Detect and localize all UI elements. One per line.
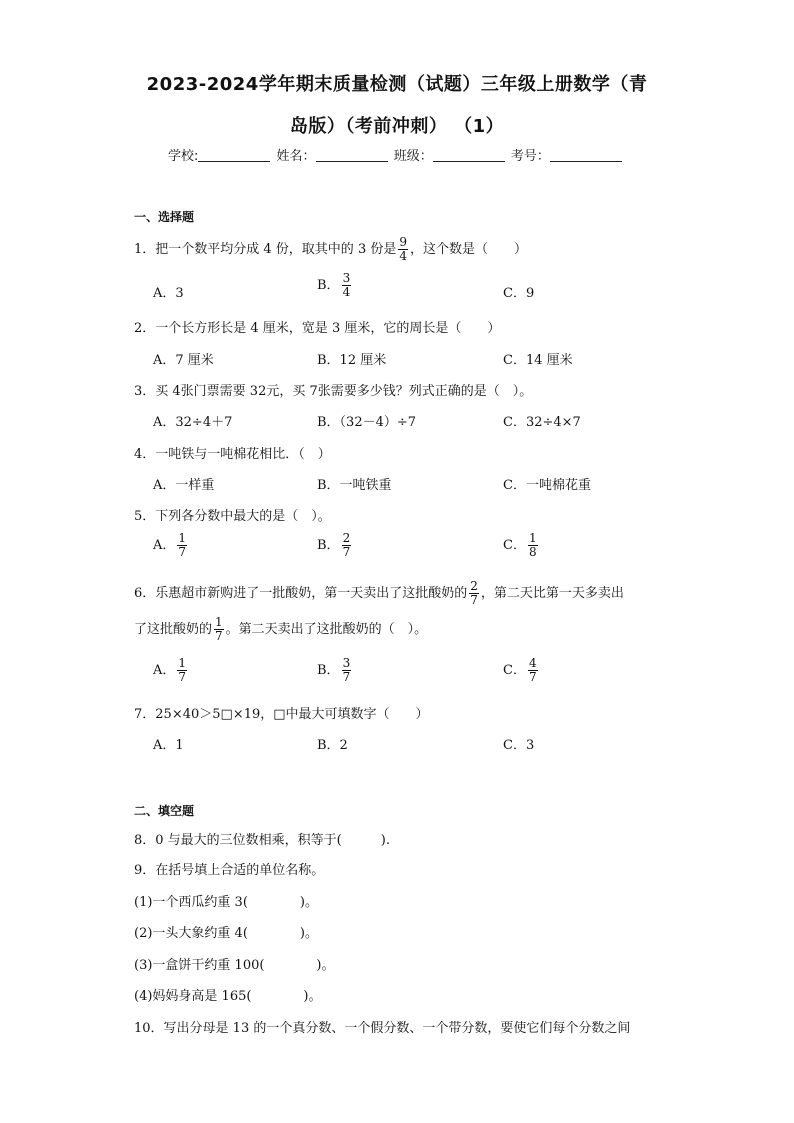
question-9-3: (3)一盒饼干约重 100( )。 (134, 958, 335, 973)
question-2: 2．一个长方形长是 4 厘米，宽是 3 厘米，它的周长是（ ） (134, 321, 501, 336)
student-info (168, 145, 624, 164)
q2-option-a[interactable]: A．7 厘米 (153, 353, 214, 368)
q6-option-c[interactable]: C． $\frac{4}{7}$ (503, 656, 537, 685)
class-blank[interactable] (433, 149, 505, 162)
page-title-line2: 岛版）（考前冲刺） （1） (289, 116, 505, 137)
exam-no-blank[interactable] (550, 149, 622, 162)
question-4: 4．一吨铁与一吨棉花相比．（ ） (134, 447, 331, 462)
q3-option-c[interactable]: C．32÷4×7 (503, 415, 581, 430)
name-label: 姓名： (276, 149, 316, 164)
question-8: 8．0 与最大的三位数相乘，积等于( ). (134, 833, 390, 848)
q1-option-c[interactable]: C．9 (503, 286, 535, 301)
school-blank[interactable] (198, 149, 270, 162)
exam-no-label: 考号： (510, 149, 550, 164)
q3-option-b[interactable]: B．（32－4）÷7 (317, 415, 417, 430)
q6-option-a[interactable]: A． $\frac{1}{7}$ (153, 656, 187, 685)
q1-text-a: 1．把一个数平均分成 4 份，取其中的 3 份是 (134, 242, 397, 258)
question-7: 7．25×40＞5□×19，□中最大可填数字（ ） (134, 707, 429, 722)
question-1 (134, 236, 527, 263)
question-10: 10．写出分母是 13 的一个真分数、一个假分数、一个带分数，要使它们每个分数之间 (134, 1021, 631, 1036)
q5-option-c[interactable]: C． $\frac{1}{8}$ (503, 531, 537, 560)
q3-option-a[interactable]: A．32÷4＋7 (153, 415, 233, 430)
section-heading-fill: 二、填空题 (134, 804, 195, 818)
question-9: 9．在括号填上合适的单位名称。 (134, 863, 325, 878)
q1-option-b[interactable]: B． $\frac{3}{4}$ (317, 271, 351, 300)
question-6-line1: 6．乐惠超市新购进了一批酸奶，第一天卖出了这批酸奶的 $\frac{2}{7}$ ，第二天比第一天多卖出 (134, 579, 624, 608)
q5-option-b[interactable]: B． $\frac{2}{7}$ (317, 531, 351, 560)
q6-option-b[interactable]: B． $\frac{3}{7}$ (317, 656, 351, 685)
q7-option-c[interactable]: C．3 (503, 738, 535, 753)
q4-option-c[interactable]: C．一吨棉花重 (503, 478, 591, 493)
question-3: 3．买 4张门票需要 32元，买 7张需要多少钱？列式正确的是（ ）。 (134, 384, 533, 399)
question-9-4: (4)妈妈身高是 165( )。 (134, 989, 322, 1004)
section-heading-choice: 一、选择题 (134, 210, 195, 224)
q1-text-b: ，这个数是（ ） (409, 242, 527, 258)
class-label: 班级： (393, 149, 433, 164)
page-title-line1: 2023-2024学年期末质量检测（试题）三年级上册数学（青 (146, 74, 648, 95)
q1-option-a[interactable]: A．3 (153, 286, 184, 301)
q2-option-b[interactable]: B．12 厘米 (317, 353, 387, 368)
q7-option-b[interactable]: B．2 (317, 738, 348, 753)
q2-option-c[interactable]: C．14 厘米 (503, 353, 573, 368)
school-label: 学校: (168, 149, 199, 164)
q1-fraction: $\frac{9}{4}$ (399, 235, 407, 264)
question-9-1: (1)一个西瓜约重 3( )。 (134, 895, 318, 910)
q4-option-a[interactable]: A．一样重 (153, 478, 215, 493)
question-5: 5．下列各分数中最大的是（ ）。 (134, 509, 331, 524)
name-blank[interactable] (316, 149, 388, 162)
question-9-2: (2)一头大象约重 4( )。 (134, 926, 318, 941)
question-6-line2: 了这批酸奶的 $\frac{1}{7}$ 。第二天卖出了这批酸奶的（ ）。 (134, 615, 428, 644)
q5-option-a[interactable]: A． $\frac{1}{7}$ (153, 531, 187, 560)
q7-option-a[interactable]: A．1 (153, 738, 184, 753)
q4-option-b[interactable]: B．一吨铁重 (317, 478, 392, 493)
